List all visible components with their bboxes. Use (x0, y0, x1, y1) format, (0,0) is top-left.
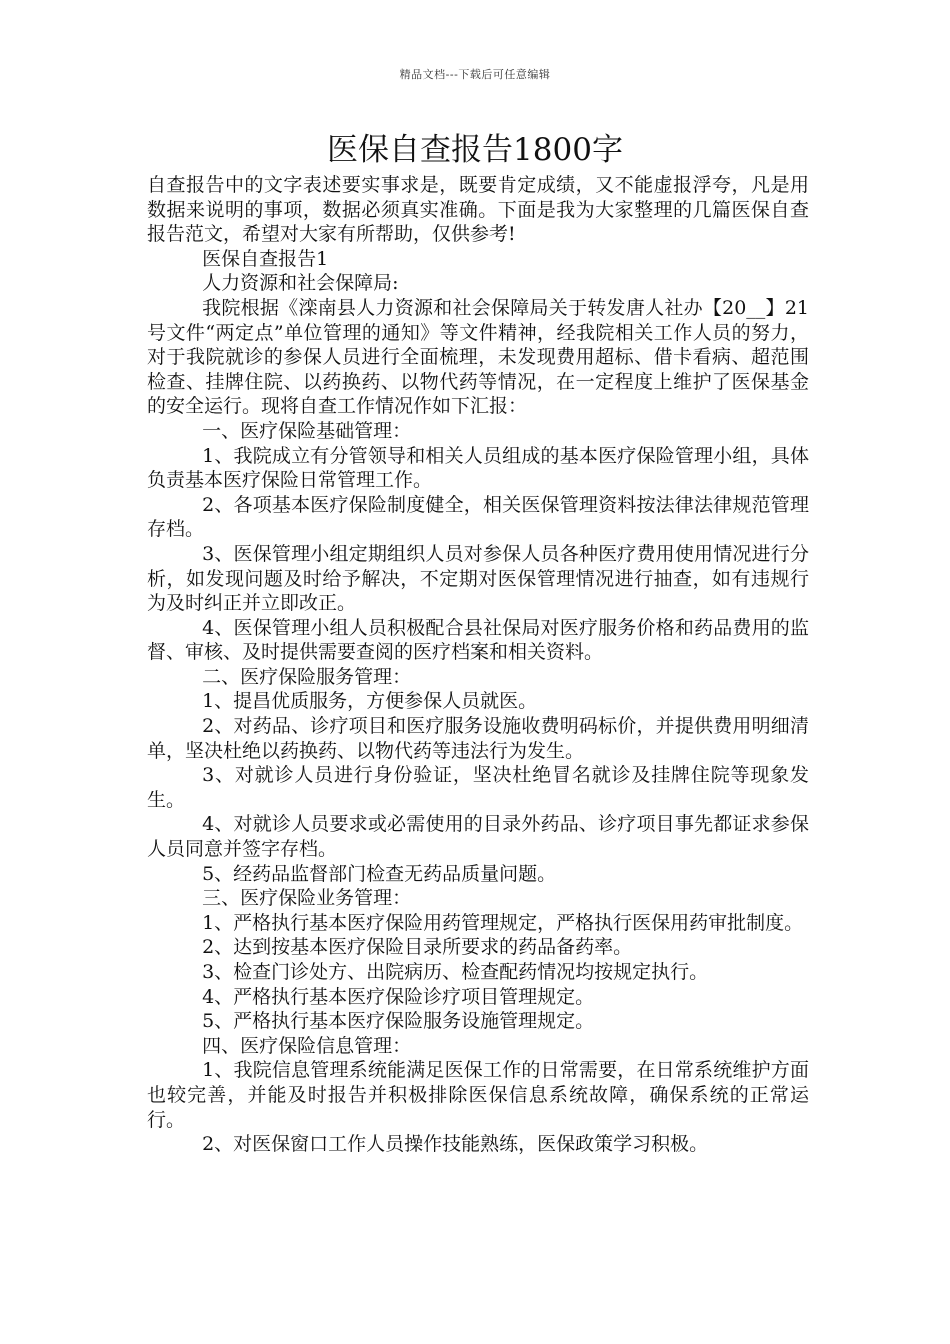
section-heading-2: 二、医疗保险服务管理： (202, 665, 412, 688)
paragraph-item: 3、检查门诊处方、出院病历、检查配药情况均按规定执行。 (202, 961, 709, 983)
paragraph-item: 1、提昌优质服务，方便参保人员就医。 (202, 690, 538, 713)
paragraph-item: 4、严格执行基本医疗保险诊疗项目管理规定。 (202, 985, 595, 1008)
paragraph-item: 1、严格执行基本医疗保险用药管理规定，严格执行医保用药审批制度。 (202, 911, 804, 934)
paragraph-item: 2、对药品、诊疗项目和医疗服务设施收费明码标价，并提供费用明细清单，坚决杜绝以药换药、以物代药等违法行为发生。 (147, 715, 809, 762)
paragraph-item: 2、达到按基本医疗保险目录所要求的药品备药率。 (202, 936, 633, 959)
document-title: 医保自查报告1800字 (327, 132, 623, 168)
header-note: 精品文档---下载后可任意编辑 (399, 68, 551, 81)
paragraph-item: 3、医保管理小组定期组织人员对参保人员各种医疗费用使用情况进行分析，如发现问题及时给予解决，不定期对医保管理情况进行抽查，如有违规行为及时纠正并立即改正。 (147, 542, 809, 615)
paragraph-item: 4、对就诊人员要求或必需使用的目录外药品、诊疗项目事先都证求参保人员同意并签字存档。 (147, 813, 809, 861)
paragraph-item: 2、各项基本医疗保险制度健全，相关医保管理资料按法律法律规范管理存档。 (147, 493, 809, 541)
paragraph-item: 1、我院信息管理系统能满足医保工作的日常需要，在日常系统维护方面也较完善，并能及时报告并积极排除医保信息系统故障，确保系统的正常运行。 (147, 1059, 809, 1131)
paragraph-addressee: 人力资源和社会保障局: (202, 272, 399, 295)
paragraph-item: 3、对就诊人员进行身份验证，坚决杜绝冒名就诊及挂牌住院等现象发生。 (147, 764, 809, 811)
document-body (147, 173, 809, 1157)
paragraph-item: 1、我院成立有分管领导和相关人员组成的基本医疗保险管理小组，具体负责基本医疗保险日常管理工作。 (147, 444, 809, 492)
paragraph-item: 2、对医保窗口工作人员操作技能熟练，医保政策学习积极。 (202, 1133, 709, 1156)
paragraph-item: 4、医保管理小组人员积极配合县社保局对医疗服务价格和药品费用的监督、审核、及时提供需要查阅的医疗档案和相关资料。 (147, 616, 809, 664)
paragraph-item: 5、经药品监督部门检查无药品质量问题。 (202, 862, 557, 885)
section-heading-3: 三、医疗保险业务管理： (202, 887, 412, 910)
paragraph-intro: 自查报告中的文字表述要实事求是，既要肯定成绩，又不能虚报浮夸，凡是用数据来说明的事项，数据必须真实准确。下面是我为大家整理的几篇医保自查报告范文，希望对大家有所帮助，仅供参考! (147, 174, 809, 246)
section-heading-4: 四、医疗保险信息管理： (202, 1034, 412, 1057)
paragraph-opening: 我院根据《滦南县人力资源和社会保障局关于转发唐人社办【20__】21号文件“两定点”单位管理的通知》等文件精神，经我院相关工作人员的努力，对于我院就诊的参保人员进行全面梳理，未发现费用超标、借卡看病、超范围检查、挂牌住院、以药换药、以物代药等情况，在一定程度上维护了医保基金的安全运行。现将自查工作情况作如下汇报： (147, 296, 809, 418)
section-heading-1: 一、医疗保险基础管理： (202, 419, 412, 442)
paragraph-item: 5、严格执行基本医疗保险服务设施管理规定。 (202, 1010, 595, 1033)
paragraph-report-heading: 医保自查报告1 (202, 247, 329, 270)
